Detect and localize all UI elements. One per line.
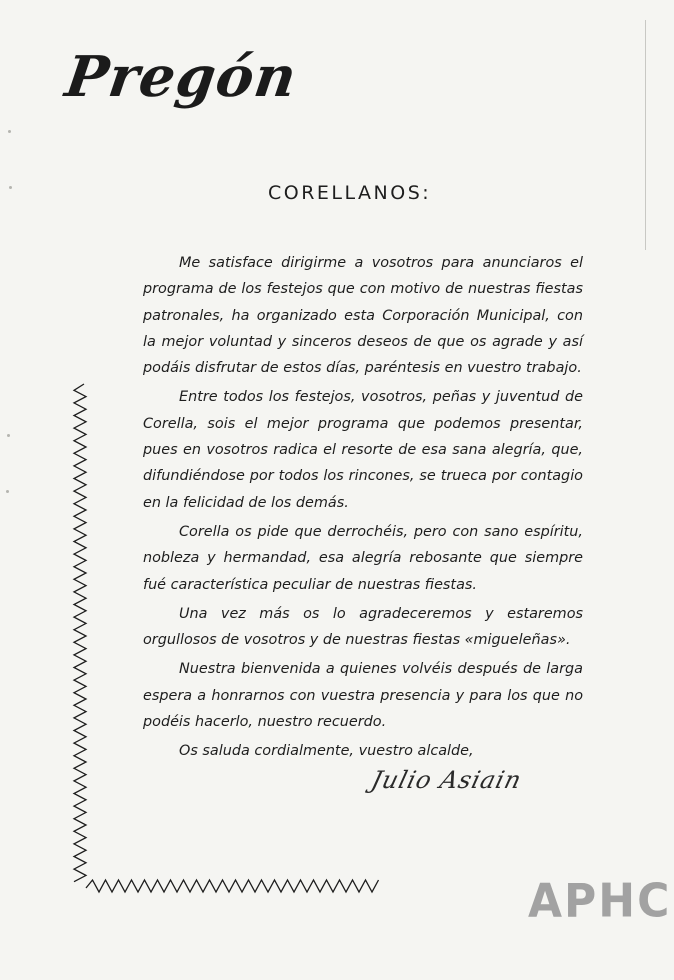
paragraph: Una vez más os lo agradeceremos y estaremos orgullosos de vosotros y de nuestras fiestas «migueleñas». — [143, 605, 583, 649]
watermark-stamp: APHC — [528, 874, 672, 929]
closing-line: Os saluda cordialmente, vuestro alcalde, — [179, 743, 474, 760]
scan-speck — [6, 490, 9, 493]
signature: Julio Asiain — [368, 766, 525, 794]
scan-speck — [9, 186, 12, 189]
paragraph: Entre todos los festejos, vosotros, peñas y juventud de Corella, sois el mejor programa que podemos presentar, pues en vosotros radica el resorte de esa sana alegría, que, difundiéndose por todos los rincones, se trueca por contagio en la felicidad de los demás. — [143, 389, 583, 511]
salutation: CORELLANOS: — [268, 182, 432, 204]
scan-speck — [7, 434, 10, 437]
zigzag-horizontal — [86, 880, 379, 892]
paragraph: Corella os pide que derrochéis, pero con sano espíritu, nobleza y hermandad, esa alegría rebosante que siempre fué característica peculiar de nuestras fiestas. — [143, 523, 583, 593]
zigzag-vertical — [74, 384, 86, 882]
scan-speck — [8, 130, 11, 133]
paragraph: Nuestra bienvenida a quienes volvéis después de larga espera a honrarnos con vuestra presencia y para los que no podéis hacerlo, nuestro recuerdo. — [143, 661, 583, 731]
page-title: Pregón — [61, 44, 302, 110]
paragraph: Me satisface dirigirme a vosotros para anunciaros el programa de los festejos que con motivo de nuestras fiestas patronales, ha organizado esta Corporación Municipal, con la mejor voluntad y sinceros deseos de que os agrade y así podáis disfrutar de estos días, paréntesis en vuestro trabajo. — [143, 255, 583, 377]
